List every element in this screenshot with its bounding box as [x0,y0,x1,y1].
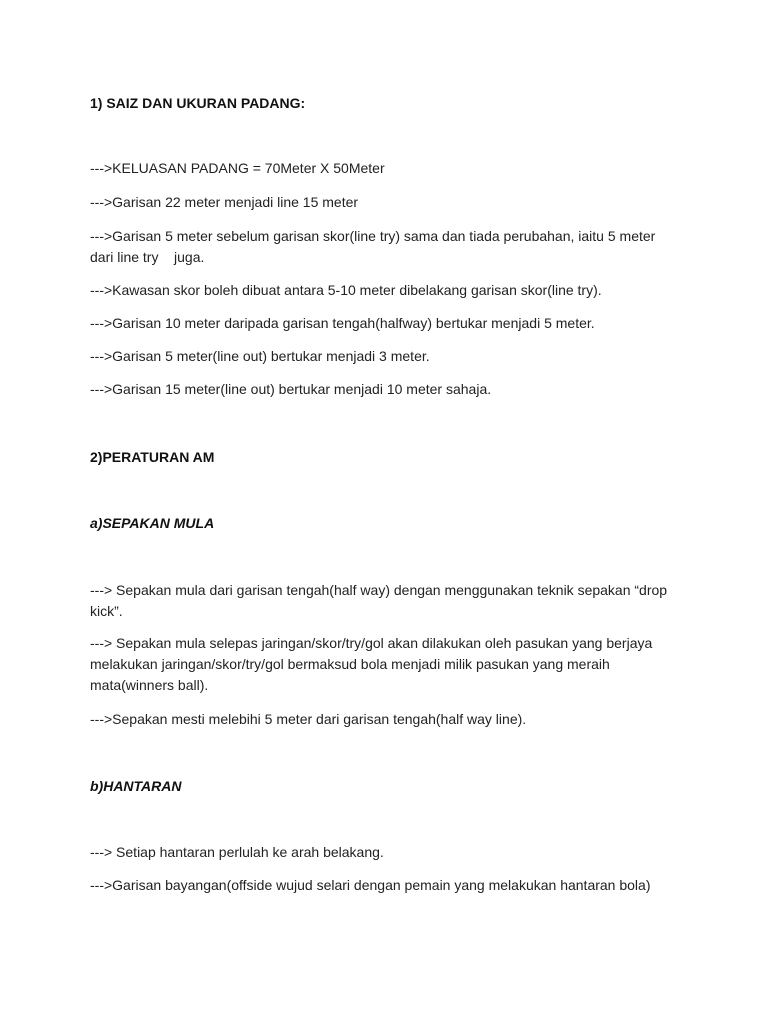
subsection-a-item-3: --->Sepakan mesti melebihi 5 meter dari garisan tengah(half way line). [90,711,527,727]
section-1-item-1: --->KELUASAN PADANG = 70Meter X 50Meter [90,160,385,176]
section-1-item-4: --->Kawasan skor boleh dibuat antara 5-10 meter dibelakang garisan skor(line try). [90,282,602,298]
section-1-item-7: --->Garisan 15 meter(line out) bertukar menjadi 10 meter sahaja. [90,381,492,397]
subsection-a-item-1: ---> Sepakan mula dari garisan tengah(half way) dengan menggunakan teknik sepakan “drop kick”. [90,582,671,619]
section-1-item-6: --->Garisan 5 meter(line out) bertukar menjadi 3 meter. [90,348,430,364]
subsection-b-item-1: ---> Setiap hantaran perlulah ke arah belakang. [90,844,384,860]
subsection-b-item-2: --->Garisan bayangan(offside wujud selari dengan pemain yang melakukan hantaran bola) [90,877,651,893]
section-1-item-2: --->Garisan 22 meter menjadi line 15 meter [90,194,359,210]
section-1-heading: 1) SAIZ DAN UKURAN PADANG: [90,95,306,111]
subsection-a-heading: a)SEPAKAN MULA [90,515,215,531]
subsection-b-heading: b)HANTARAN [90,778,182,794]
section-2-heading: 2)PERATURAN AM [90,449,215,465]
subsection-a-item-2: ---> Sepakan mula selepas jaringan/skor/try/gol akan dilakukan oleh pasukan yang berjaya melakukan jaringan/skor/try/gol bermaksud bola menjadi milik pasukan yang meraih mata(winners ball). [90,635,657,693]
section-1-item-5: --->Garisan 10 meter daripada garisan tengah(halfway) bertukar menjadi 5 meter. [90,315,595,331]
section-1-item-3: --->Garisan 5 meter sebelum garisan skor(line try) sama dan tiada perubahan, iaitu 5 meter dari line try juga. [90,228,660,265]
